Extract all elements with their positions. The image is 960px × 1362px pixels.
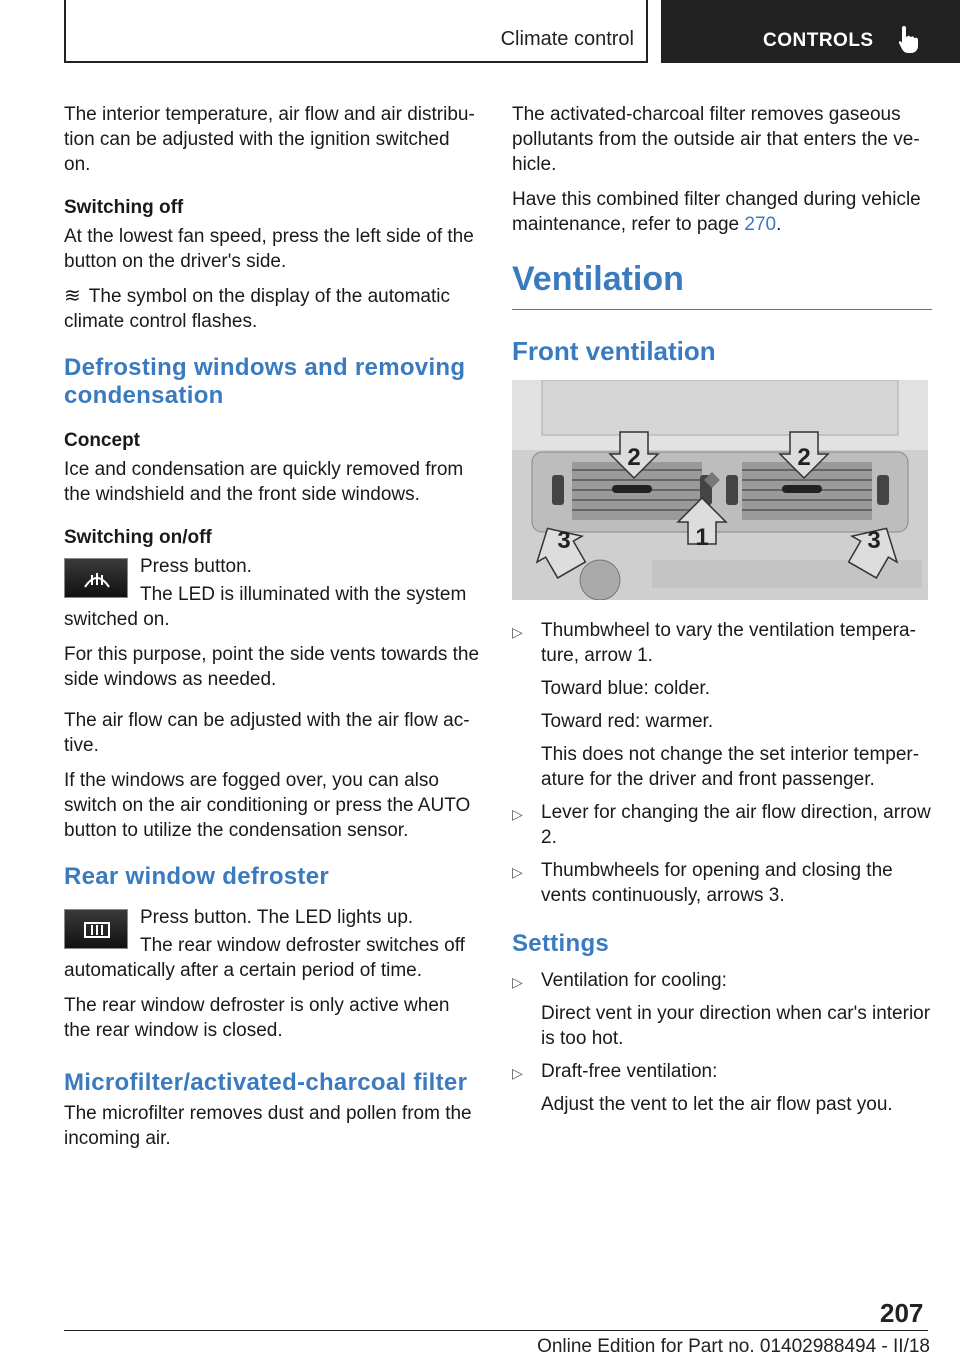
rear-active-text: The rear window defroster is only active when the rear window is closed. (64, 995, 450, 1041)
airflow-text: The air flow can be adjusted with the air flow active. (64, 710, 470, 756)
ventilation-list (512, 618, 932, 908)
list-sub-text: Toward blue: colder. (541, 678, 710, 699)
triangle-bullet-icon: ▷ (512, 1065, 523, 1081)
right-column (512, 102, 932, 1125)
list-item (512, 858, 932, 908)
page-reference-link[interactable]: 270 (744, 214, 777, 235)
purpose-text: For this purpose, point the side vents towards the side windows as needed. (64, 644, 480, 690)
rear-defroster-heading: Rear window defroster (64, 863, 330, 890)
list-sub-text: Direct vent in your direction when car's interior is too hot. (541, 1003, 931, 1049)
front-vents-photo (512, 380, 928, 600)
switching-off-text: At the lowest fan speed, press the left side of the button on the driver's side. (64, 226, 474, 272)
air-flow-icon: ≋ (64, 285, 81, 307)
microfilter-text: The microfilter removes dust and pollen from the incoming air. (64, 1103, 472, 1149)
list-item-text: Draft-free ventilation: (541, 1061, 718, 1082)
ventilation-heading: Ventilation (512, 259, 932, 310)
list-item (512, 1059, 932, 1117)
footer-edition-text: Online Edition for Part no. 01402988494 - II/18 (537, 1336, 930, 1357)
symbol-paragraph (64, 284, 480, 334)
settings-heading: Settings (512, 930, 610, 957)
symbol-text: The symbol on the display of the automatic climate control flashes. (64, 286, 450, 332)
footer-divider (64, 1330, 928, 1331)
list-item (512, 618, 932, 792)
rear-off-text: The rear window defroster switches off automatically after a certain period of time. (64, 935, 465, 981)
list-item-text: Ventilation for cooling: (541, 970, 727, 991)
rear-defroster-button-row (64, 905, 480, 955)
header-section-title: Climate control (500, 28, 634, 50)
photo-label-1: 1 (695, 524, 709, 551)
triangle-bullet-icon: ▷ (512, 864, 523, 880)
list-sub-text: Adjust the vent to let the air flow past you. (541, 1094, 893, 1115)
photo-label-2-right: 2 (797, 444, 811, 471)
windshield-defrost-icon (83, 567, 111, 591)
switching-onoff-heading: Switching on/off (64, 527, 212, 548)
triangle-bullet-icon: ▷ (512, 974, 523, 990)
rear-press-text: Press button. The LED lights up. (140, 907, 414, 928)
front-defrost-button-image (64, 558, 128, 598)
charcoal-text: The activated-charcoal filter removes gaseous pollutants from the outside air that enters the vehicle. (512, 104, 920, 175)
header-chapter-title: CONTROLS (763, 30, 874, 51)
list-sub-text: Toward red: warmer. (541, 711, 714, 732)
front-ventilation-heading: Front ventilation (512, 336, 716, 366)
photo-label-3-left: 3 (557, 527, 571, 554)
led-text: The LED is illuminated with the system switched on. (64, 584, 467, 630)
header-section-box (64, 0, 648, 63)
combined-filter-paragraph (512, 187, 932, 237)
list-item (512, 968, 932, 1051)
photo-label-2-left: 2 (627, 444, 641, 471)
press-button-text: Press button. (140, 556, 252, 577)
page-number: 207 (880, 1298, 924, 1328)
pointing-hand-icon (897, 24, 921, 54)
fogged-text: If the windows are fogged over, you can also switch on the air conditioning or press the AUTO button to utilize the condensation sensor. (64, 770, 471, 841)
list-item (512, 800, 932, 850)
list-item-text: Thumbwheel to vary the ventilation temperature, arrow 1. (541, 620, 916, 666)
microfilter-heading: Microfilter/activated-charcoal filter (64, 1069, 468, 1096)
list-item-text: Thumbwheels for opening and closing the vents continuously, arrows 3. (541, 860, 893, 906)
rear-window-defrost-icon (83, 918, 111, 942)
intro-paragraph: The interior temperature, air flow and air distribution can be adjusted with the ignition switched on. (64, 104, 475, 175)
combined-filter-period: . (776, 214, 782, 235)
concept-heading: Concept (64, 430, 140, 451)
photo-label-3-right: 3 (867, 527, 881, 554)
switching-off-heading: Switching off (64, 197, 184, 218)
defrost-button-row (64, 554, 480, 604)
list-item-text: Lever for changing the air flow direction, arrow 2. (541, 802, 931, 848)
rear-defrost-button-image (64, 909, 128, 949)
combined-filter-text: Have this combined filter changed during vehicle maintenance, refer to page (512, 189, 921, 235)
defrost-heading: Defrosting windows and removing condensation (64, 354, 466, 409)
left-column (64, 102, 480, 1161)
list-sub-text: This does not change the set interior temperature for the driver and front passenger. (541, 744, 920, 790)
concept-text: Ice and condensation are quickly removed from the windshield and the front side windows. (64, 459, 464, 505)
triangle-bullet-icon: ▷ (512, 806, 523, 822)
header-chapter-tab (661, 0, 960, 63)
settings-list (512, 968, 932, 1117)
triangle-bullet-icon: ▷ (512, 624, 523, 640)
